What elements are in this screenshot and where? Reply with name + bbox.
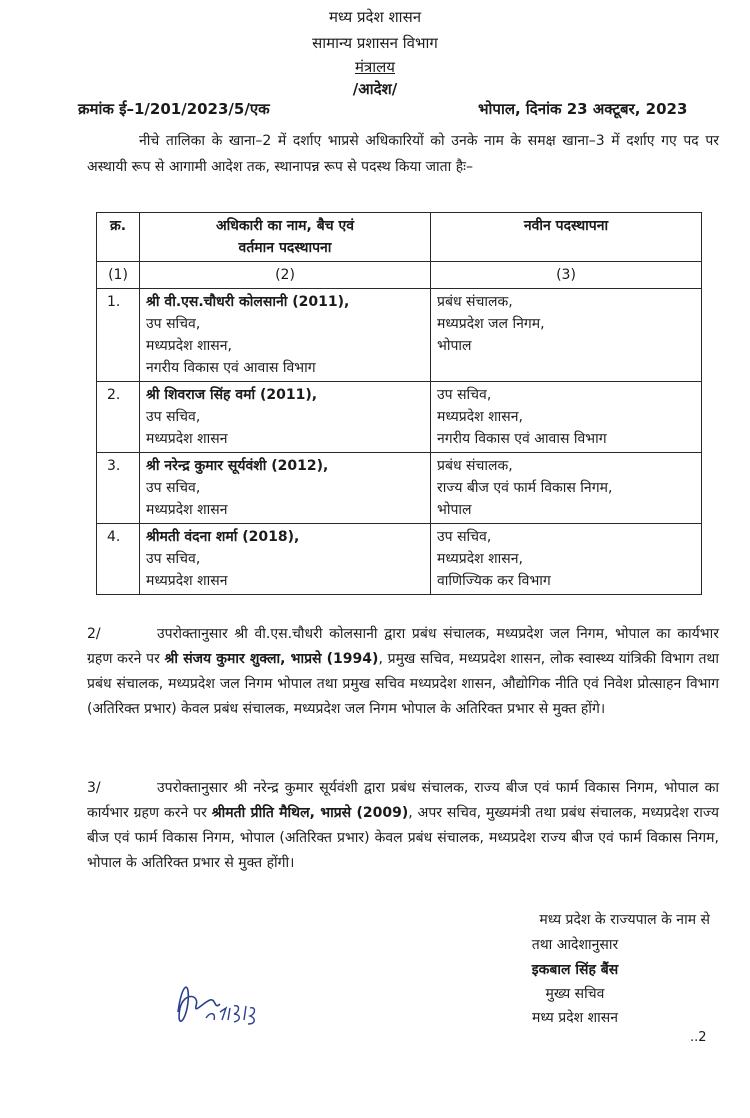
posting-detail: भोपाल bbox=[437, 338, 472, 354]
paragraph-text: उपरोक्तानुसार श्री वी.एस.चौधरी कोलसानी द्वारा प्रबंध संचालक, मध्यप्रदेश जल निगम, भोपाल का कार्यभार ग्रहण करने पर bbox=[87, 626, 719, 667]
new-posting-cell bbox=[431, 382, 702, 453]
paragraph-number: 3/ bbox=[87, 780, 101, 796]
paragraph-text: , अपर सचिव, मुख्यमंत्री तथा प्रबंध संचालक, मध्यप्रदेश राज्य बीज एवं फार्म विकास निगम, भोपाल (अतिरिक्त प्रभार) केवल प्रबंध संचालक, मध्यप्रदेश राज्य बीज एवं फार्म विकास निगम, भोपाल के अतिरिक्त प्रभार से मुक्त होंगी। bbox=[87, 805, 719, 871]
posting-detail: मध्यप्रदेश शासन, bbox=[437, 409, 523, 425]
serial-number: 4. bbox=[97, 524, 140, 595]
document-type: /आदेश/ bbox=[352, 80, 398, 98]
officer-name-highlight: श्रीमती प्रीति मैथिल, भाप्रसे (2009) bbox=[211, 805, 409, 821]
posting-detail: उप सचिव, bbox=[437, 529, 492, 545]
table-row bbox=[97, 382, 702, 453]
column-number: (2) bbox=[140, 262, 431, 289]
officer-detail: नगरीय विकास एवं आवास विभाग bbox=[146, 360, 316, 376]
signatory-name: इकबाल सिंह बैंस bbox=[531, 962, 619, 978]
officer-cell bbox=[140, 382, 431, 453]
table-row bbox=[97, 524, 702, 595]
officer-name: श्रीमती वंदना शर्मा (2018), bbox=[146, 529, 300, 545]
new-posting-cell bbox=[431, 524, 702, 595]
order-date: भोपाल, दिनांक 23 अक्टूबर, 2023 bbox=[478, 100, 688, 118]
signatory-organization: मध्य प्रदेश शासन bbox=[532, 1010, 618, 1026]
officer-detail: मध्यप्रदेश शासन, bbox=[146, 338, 232, 354]
handwritten-initials-signature bbox=[170, 972, 280, 1032]
officer-detail: उप सचिव, bbox=[146, 480, 201, 496]
signature-authority-line: मध्य प्रदेश के राज्यपाल के नाम से bbox=[539, 912, 710, 928]
paragraph-number: 2/ bbox=[87, 626, 101, 642]
new-posting-cell bbox=[431, 453, 702, 524]
officer-detail: उप सचिव, bbox=[146, 409, 201, 425]
intro-paragraph: नीचे तालिका के खाना–2 में दर्शाए भाप्रसे अधिकारियों को उनके नाम के समक्ष खाना–3 में दर्शाए गए पद पर अस्थायी रूप से आगामी आदेश तक, स्थानापन्न रूप से पदस्थ किया जाता हैः– bbox=[87, 133, 719, 175]
posting-detail: राज्य बीज एवं फार्म विकास निगम, bbox=[437, 480, 613, 496]
government-heading: मध्य प्रदेश शासन bbox=[328, 8, 422, 26]
department-heading: सामान्य प्रशासन विभाग bbox=[312, 34, 438, 52]
header-officer bbox=[140, 213, 431, 262]
column-number: (1) bbox=[97, 262, 140, 289]
officer-detail: उप सचिव, bbox=[146, 316, 201, 332]
officer-cell bbox=[140, 524, 431, 595]
postings-table bbox=[96, 212, 702, 595]
serial-number: 2. bbox=[97, 382, 140, 453]
table-row bbox=[97, 289, 702, 382]
officer-detail: मध्यप्रदेश शासन bbox=[146, 502, 228, 518]
posting-detail: प्रबंध संचालक, bbox=[437, 294, 513, 310]
header-new-posting: नवीन पदस्थापना bbox=[431, 213, 702, 262]
officer-name: श्री नरेन्द्र कुमार सूर्यवंशी (2012), bbox=[146, 458, 329, 474]
posting-detail: नगरीय विकास एवं आवास विभाग bbox=[437, 431, 607, 447]
officer-cell bbox=[140, 289, 431, 382]
column-number-row bbox=[97, 262, 702, 289]
new-posting-cell bbox=[431, 289, 702, 382]
paragraph-text: , प्रमुख सचिव, मध्यप्रदेश शासन, लोक स्वास्थ्य यांत्रिकी विभाग तथा प्रबंध संचालक, मध्यप्रदेश जल निगम भोपाल तथा प्रमुख सचिव मध्यप्रदेश शासन, औद्योगिक नीति एवं निवेश प्रोत्साहन विभाग (अतिरिक्त प्रभार) केवल प्रबंध संचालक, मध्यप्रदेश जल निगम भोपाल के अतिरिक्त प्रभार से मुक्त होंगे। bbox=[87, 651, 720, 717]
serial-number: 1. bbox=[97, 289, 140, 382]
posting-detail: मध्यप्रदेश जल निगम, bbox=[437, 316, 545, 332]
header-officer-line1: अधिकारी का नाम, बैच एवं bbox=[215, 218, 355, 234]
posting-detail: भोपाल bbox=[437, 502, 472, 518]
officer-name-highlight: श्री संजय कुमार शुक्ला, भाप्रसे (1994) bbox=[164, 651, 379, 667]
posting-detail: वाणिज्यिक कर विभाग bbox=[437, 573, 551, 589]
officer-detail: मध्यप्रदेश शासन bbox=[146, 573, 228, 589]
signature-order-line: तथा आदेशानुसार bbox=[531, 937, 619, 953]
order-number: क्रमांक ई–1/201/2023/5/एक bbox=[78, 100, 270, 118]
officer-detail: उप सचिव, bbox=[146, 551, 201, 567]
officer-name: श्री शिवराज सिंह वर्मा (2011), bbox=[146, 387, 318, 403]
paragraph-3 bbox=[87, 776, 719, 876]
signatory-designation: मुख्य सचिव bbox=[545, 986, 605, 1002]
header-officer-line2: वर्तमान पदस्थापना bbox=[238, 240, 332, 256]
column-number: (3) bbox=[431, 262, 702, 289]
officer-detail: मध्यप्रदेश शासन bbox=[146, 431, 228, 447]
posting-detail: प्रबंध संचालक, bbox=[437, 458, 513, 474]
officer-cell bbox=[140, 453, 431, 524]
header-serial: क्र. bbox=[97, 213, 140, 262]
posting-detail: उप सचिव, bbox=[437, 387, 492, 403]
posting-detail: मध्यप्रदेश शासन, bbox=[437, 551, 523, 567]
table-header-row bbox=[97, 213, 702, 262]
officer-name: श्री वी.एस.चौधरी कोलसानी (2011), bbox=[146, 294, 350, 310]
table-row bbox=[97, 453, 702, 524]
serial-number: 3. bbox=[97, 453, 140, 524]
paragraph-text: उपरोक्तानुसार श्री नरेन्द्र कुमार सूर्यवंशी द्वारा प्रबंध संचालक, राज्य बीज एवं फार्म विकास निगम, भोपाल का कार्यभार ग्रहण करने पर bbox=[87, 780, 719, 821]
office-heading: मंत्रालय bbox=[354, 58, 395, 76]
page-continuation-marker: ..2 bbox=[690, 1030, 707, 1045]
paragraph-2 bbox=[87, 622, 719, 722]
